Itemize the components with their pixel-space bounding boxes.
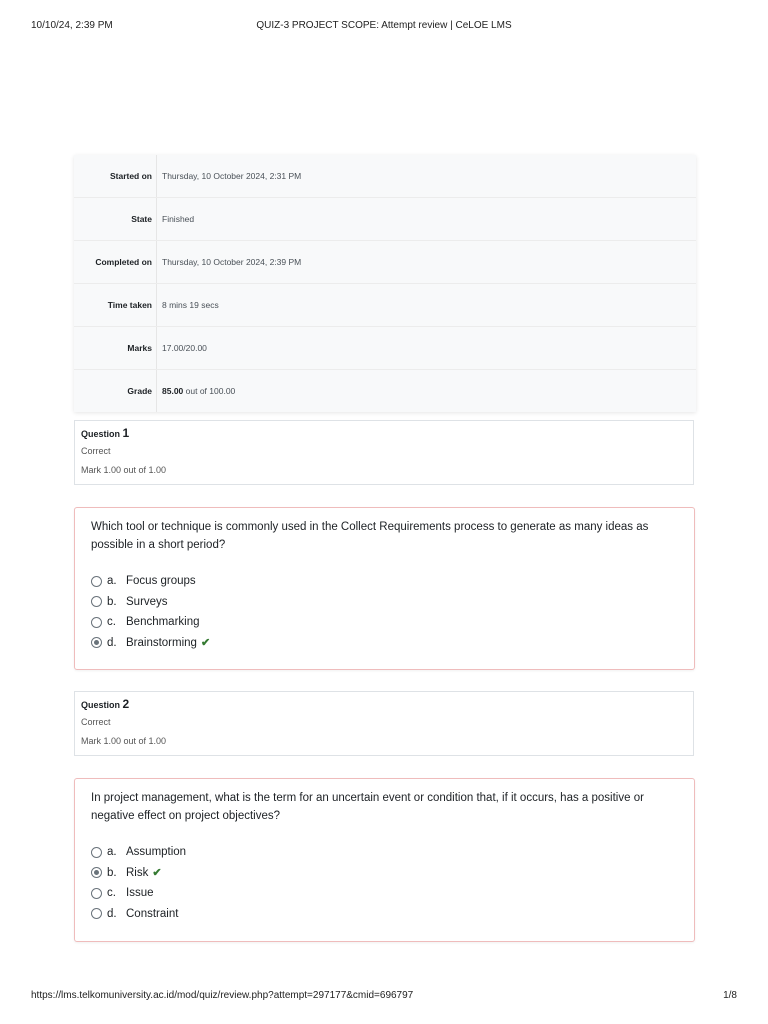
- radio-button-checked[interactable]: [91, 867, 102, 878]
- summary-row-started: [74, 155, 696, 198]
- print-page-number: 1/8: [723, 990, 737, 1001]
- attempt-summary-table: [74, 155, 696, 412]
- summary-label: State: [74, 198, 157, 240]
- check-icon: ✔: [152, 867, 162, 880]
- question-number: Question 1: [81, 426, 130, 440]
- option-text: Constraint: [126, 907, 179, 920]
- print-date: 10/10/24, 2:39 PM: [31, 20, 113, 31]
- question-info: [74, 691, 694, 756]
- answer-list: [91, 842, 678, 924]
- summary-label: Completed on: [74, 241, 157, 283]
- answer-option[interactable]: [91, 842, 678, 863]
- question-info: [74, 420, 694, 485]
- option-letter: b.: [107, 595, 117, 608]
- radio-button[interactable]: [91, 596, 102, 607]
- summary-label: Time taken: [74, 284, 157, 326]
- answer-option[interactable]: [91, 571, 678, 592]
- summary-value: 8 mins 19 secs: [162, 300, 219, 310]
- option-text: Surveys: [126, 595, 168, 608]
- radio-button[interactable]: [91, 908, 102, 919]
- option-letter: d.: [107, 636, 117, 649]
- answer-list: [91, 571, 678, 653]
- option-text: Issue: [126, 887, 154, 900]
- question-grade: Mark 1.00 out of 1.00: [81, 465, 167, 475]
- option-letter: a.: [107, 575, 117, 588]
- option-text: Risk: [126, 866, 149, 879]
- answer-option[interactable]: [91, 883, 678, 904]
- question-grade: Mark 1.00 out of 1.00: [81, 736, 167, 746]
- option-letter: d.: [107, 907, 117, 920]
- option-letter: c.: [107, 616, 116, 629]
- radio-button-checked[interactable]: [91, 637, 102, 648]
- option-text: Brainstorming: [126, 636, 197, 649]
- print-header: [0, 0, 768, 52]
- summary-label: Started on: [74, 155, 157, 197]
- radio-button[interactable]: [91, 847, 102, 858]
- summary-row-time-taken: [74, 284, 696, 327]
- summary-row-marks: [74, 327, 696, 370]
- check-icon: ✔: [200, 637, 211, 650]
- print-footer: [0, 984, 768, 1024]
- option-letter: c.: [107, 887, 116, 900]
- answer-option[interactable]: [91, 612, 678, 633]
- option-letter: a.: [107, 846, 117, 859]
- radio-button[interactable]: [91, 617, 102, 628]
- answer-option-selected[interactable]: [91, 863, 678, 884]
- option-text: Focus groups: [126, 575, 196, 588]
- summary-row-state: [74, 198, 696, 241]
- answer-option[interactable]: [91, 592, 678, 613]
- option-letter: b.: [107, 866, 117, 879]
- print-url: https://lms.telkomuniversity.ac.id/mod/quiz/review.php?attempt=297177&cmid=696797: [31, 990, 414, 1001]
- summary-value: [157, 370, 235, 412]
- question-state: Correct: [81, 446, 111, 456]
- summary-value: 17.00/20.00: [162, 343, 207, 353]
- summary-row-completed: [74, 241, 696, 284]
- question-content: [74, 778, 695, 942]
- answer-option-selected[interactable]: [91, 633, 678, 654]
- question-text: In project management, what is the term for an uncertain event or condition that, if it occurs, has a positive or negative effect on project objectives?: [91, 792, 644, 822]
- summary-label: Grade: [74, 370, 157, 412]
- question-state: Correct: [81, 717, 111, 727]
- print-page-title: QUIZ-3 PROJECT SCOPE: Attempt review | CeLOE LMS: [256, 20, 512, 31]
- question-text: Which tool or technique is commonly used in the Collect Requirements process to generate as many ideas as possible in a short period?: [91, 521, 649, 551]
- radio-button[interactable]: [91, 888, 102, 899]
- summary-value: Finished: [162, 214, 195, 224]
- grade-out-of: out of 100.00: [183, 386, 236, 396]
- summary-value: Thursday, 10 October 2024, 2:39 PM: [162, 257, 302, 267]
- option-text: Benchmarking: [126, 616, 200, 629]
- question-number: Question 2: [81, 697, 130, 711]
- summary-label: Marks: [74, 327, 157, 369]
- question-content: [74, 507, 695, 670]
- summary-row-grade: [74, 370, 696, 412]
- answer-option[interactable]: [91, 904, 678, 925]
- summary-value: Thursday, 10 October 2024, 2:31 PM: [162, 171, 302, 181]
- grade-value: 85.00: [162, 386, 184, 396]
- radio-button[interactable]: [91, 576, 102, 587]
- option-text: Assumption: [126, 846, 187, 859]
